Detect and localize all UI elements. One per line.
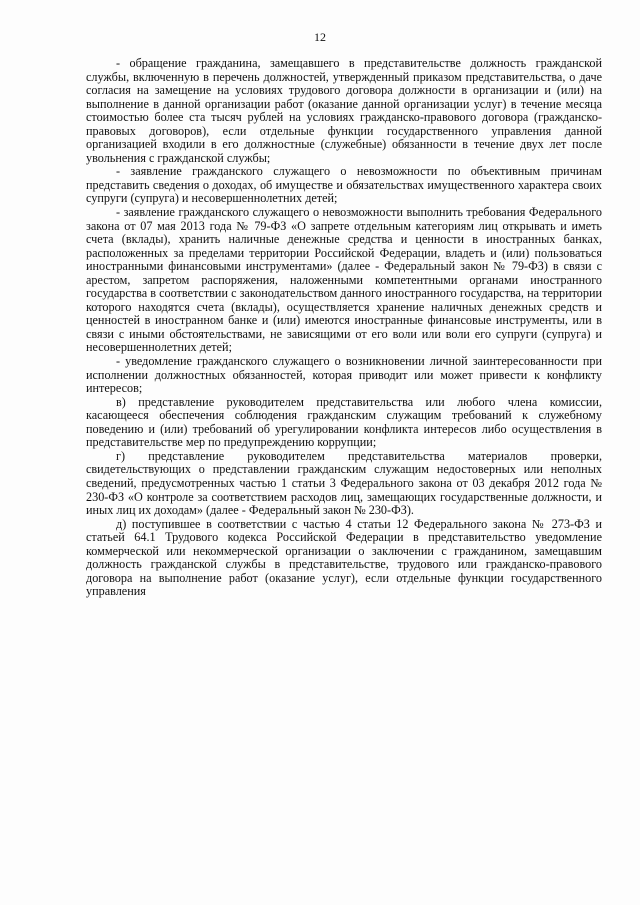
page-number: 12 <box>314 30 326 44</box>
paragraph-conflict-notice: - уведомление гражданского служащего о возникновении личной заинтересованности при исполнении должностных обязанностей, которая приводит или может привести к конфликту интересов; <box>86 354 602 396</box>
paragraph-item-v: в) представление руководителем представительства или любого члена комиссии, касающееся обеспечения соблюдения гражданским служащим требований к служебному поведению и (или) требований об урегулировании конфликта интересов либо осуществления в представительстве мер по предупреждению коррупции; <box>86 394 602 450</box>
paragraph-item-d: д) поступившее в соответствии с частью 4 статьи 12 Федерального закона № 273-ФЗ и статьей 64.1 Трудового кодекса Российской Федерации в представительство уведомление коммерческой или некоммерческой организации о заключении с гражданином, замещавшим должность гражданской службы в представительстве, трудового или гражданско-правового договора на выполнение работ (оказание услуг), если отдельные функции государственного управления <box>86 516 602 599</box>
document-body <box>86 57 602 599</box>
paragraph-citizen-appeal: - обращение гражданина, замещавшего в представительстве должность гражданской службы, включенную в перечень должностей, утвержденный приказом представительства, о даче согласия на замещение на условиях трудового договора должности в организации и (или) на выполнение в данной организации работ (оказание данной организации услуг) в течение месяца стоимостью более ста тысяч рублей на условиях гражданско-правового договора (гражданско-правовых договоров), если отдельные функции государственного управления данной организацией входили в его должностные (служебные) обязанности в течение двух лет после увольнения с гражданской службы; <box>86 56 602 165</box>
paragraph-foreign-accounts: - заявление гражданского служащего о невозможности выполнить требования Федерального закона от 07 мая 2013 года № 79-ФЗ «О запрете отдельным категориям лиц открывать и иметь счета (вклады), хранить наличные денежные средства и ценности в иностранных банках, расположенных за пределами территории Российской Федерации, владеть и (или) пользоваться иностранными финансовыми инструментами» (далее - Федеральный закон № 79-ФЗ) в связи с арестом, запретом распоряжения, наложенными компетентными органами иностранного государства в соответствии с законодательством данного иностранного государства, на территории которого находятся счета (вклады), осуществляется хранение наличных денежных средств и ценностей в иностранном банке и (или) имеются иностранные финансовые инструменты, или в связи с иными обстоятельствами, не зависящими от его воли или воли его супруги (супруга) и несовершеннолетних детей; <box>86 205 602 355</box>
paragraph-income-statement: - заявление гражданского служащего о невозможности по объективным причинам представить сведения о доходах, об имуществе и обязательствах имущественного характера своих супруги (супруга) и несовершеннолетних детей; <box>86 164 602 206</box>
paragraph-item-g: г) представление руководителем представительства материалов проверки, свидетельствующих о представлении гражданским служащим недостоверных или неполных сведений, предусмотренных частью 1 статьи 3 Федерального закона от 03 декабря 2012 года № 230-ФЗ «О контроле за соответствием расходов лиц, замещающих государственные должности, и иных лиц их доходам» (далее - Федеральный закон № 230-ФЗ). <box>86 448 602 518</box>
